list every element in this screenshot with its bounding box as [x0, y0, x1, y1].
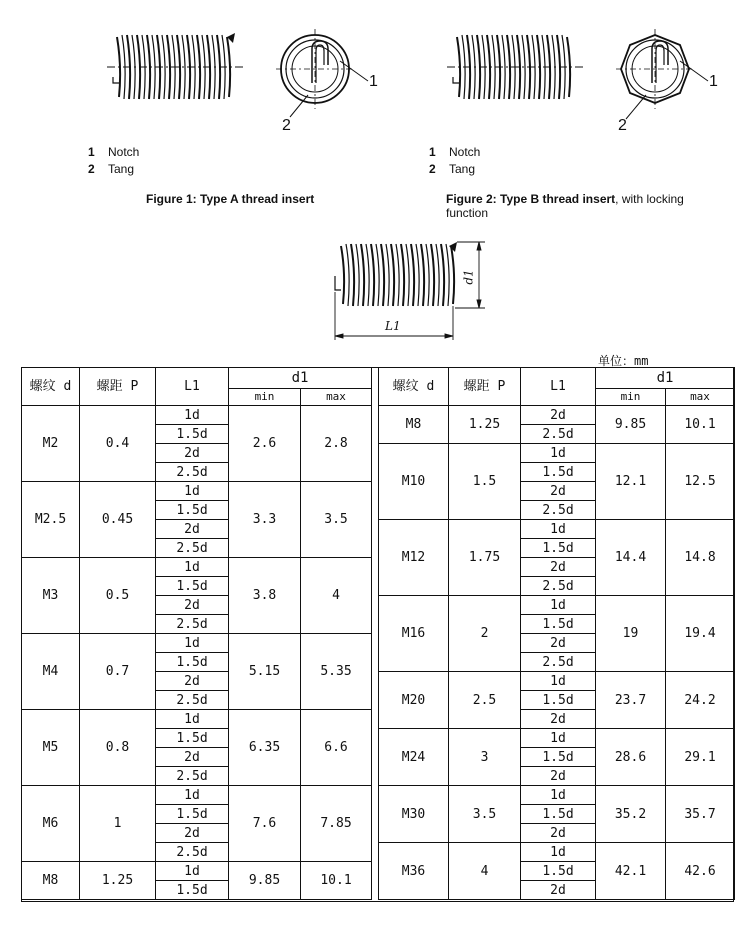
header-max: max: [666, 389, 735, 406]
table-row: [379, 596, 735, 615]
d1-max-cell: 5.35: [301, 634, 372, 710]
type-a-coil-drawing: [105, 25, 245, 110]
callout-1: 1: [369, 73, 378, 90]
header-min: min: [596, 389, 666, 406]
length-cell: 1.5d: [521, 691, 596, 710]
d1-max-cell: 19.4: [666, 596, 735, 672]
figure-2-caption: Figure 2: Type B thread insert, with locking function: [446, 192, 684, 220]
table-row: [379, 786, 735, 805]
d1-min-cell: 23.7: [596, 672, 666, 729]
d1-max-cell: 3.5: [301, 482, 372, 558]
table-row: [22, 786, 372, 805]
thread-size-cell: M36: [379, 843, 449, 900]
length-cell: 2.5d: [156, 843, 229, 862]
length-cell: 2.5d: [521, 501, 596, 520]
pitch-cell: 0.4: [80, 406, 156, 482]
length-cell: 1d: [156, 558, 229, 577]
table-row: [22, 862, 372, 881]
spec-table-right: [378, 367, 735, 900]
callout-2: 2: [282, 117, 291, 134]
pitch-cell: 2: [449, 596, 521, 672]
pitch-cell: 3.5: [449, 786, 521, 843]
header-thread: 螺纹 d: [379, 368, 449, 406]
length-cell: 2.5d: [521, 653, 596, 672]
thread-size-cell: M4: [22, 634, 80, 710]
spec-table-left: [21, 367, 372, 900]
pitch-cell: 1.25: [449, 406, 521, 444]
d1-max-cell: 42.6: [666, 843, 735, 900]
table-row: [379, 520, 735, 539]
d1-max-cell: 35.7: [666, 786, 735, 843]
callout-2-b: 2: [618, 117, 627, 134]
thread-size-cell: M3: [22, 558, 80, 634]
header-pitch: 螺距 P: [80, 368, 156, 406]
length-cell: 2.5d: [521, 577, 596, 596]
length-cell: 2d: [156, 596, 229, 615]
d1-min-cell: 35.2: [596, 786, 666, 843]
d1-max-cell: 14.8: [666, 520, 735, 596]
d1-min-cell: 3.8: [229, 558, 301, 634]
thread-size-cell: M10: [379, 444, 449, 520]
length-cell: 2.5d: [521, 425, 596, 444]
pitch-cell: 0.7: [80, 634, 156, 710]
length-cell: 2d: [521, 634, 596, 653]
table-row: [22, 634, 372, 653]
length-cell: 1d: [156, 786, 229, 805]
header-l1: L1: [156, 368, 229, 406]
d1-min-cell: 5.15: [229, 634, 301, 710]
pitch-cell: 2.5: [449, 672, 521, 729]
d1-max-cell: 4: [301, 558, 372, 634]
length-cell: 1.5d: [156, 577, 229, 596]
pitch-cell: 1.75: [449, 520, 521, 596]
d1-min-cell: 7.6: [229, 786, 301, 862]
pitch-cell: 3: [449, 729, 521, 786]
thread-size-cell: M20: [379, 672, 449, 729]
thread-size-cell: M12: [379, 520, 449, 596]
d1-min-cell: 6.35: [229, 710, 301, 786]
length-cell: 1.5d: [156, 501, 229, 520]
callout-1-b: 1: [709, 73, 718, 90]
figure-1-caption: Figure 1: Type A thread insert: [146, 192, 315, 206]
pitch-cell: 4: [449, 843, 521, 900]
d1-min-cell: 9.85: [229, 862, 301, 900]
length-cell: 2d: [521, 710, 596, 729]
header-max: max: [301, 389, 372, 406]
table-row: [379, 672, 735, 691]
length-cell: 2d: [521, 482, 596, 501]
length-cell: 1.5d: [521, 539, 596, 558]
length-cell: 1d: [521, 520, 596, 539]
d1-min-cell: 14.4: [596, 520, 666, 596]
dim-l1-label: L1: [385, 319, 401, 333]
length-cell: 2d: [521, 767, 596, 786]
table-row: [379, 406, 735, 425]
legend-type-b: 1 Notch 2 Tang: [429, 145, 481, 176]
pitch-cell: 0.45: [80, 482, 156, 558]
length-cell: 2.5d: [156, 463, 229, 482]
header-l1: L1: [521, 368, 596, 406]
thread-size-cell: M16: [379, 596, 449, 672]
length-cell: 2d: [521, 406, 596, 425]
length-cell: 2d: [156, 520, 229, 539]
length-cell: 1.5d: [156, 653, 229, 672]
length-cell: 1.5d: [521, 463, 596, 482]
length-cell: 1d: [156, 406, 229, 425]
pitch-cell: 0.5: [80, 558, 156, 634]
dim-d1-label: d1: [461, 269, 476, 285]
d1-max-cell: 12.5: [666, 444, 735, 520]
d1-max-cell: 2.8: [301, 406, 372, 482]
d1-max-cell: 6.6: [301, 710, 372, 786]
table-row: [22, 710, 372, 729]
length-cell: 1d: [521, 843, 596, 862]
length-cell: 2d: [156, 444, 229, 463]
d1-max-cell: 10.1: [666, 406, 735, 444]
thread-size-cell: M6: [22, 786, 80, 862]
thread-size-cell: M5: [22, 710, 80, 786]
d1-max-cell: 24.2: [666, 672, 735, 729]
d1-min-cell: 28.6: [596, 729, 666, 786]
pitch-cell: 1.25: [80, 862, 156, 900]
table-row: [22, 482, 372, 501]
header-d1: d1: [229, 368, 372, 389]
thread-size-cell: M8: [379, 406, 449, 444]
table-row: [22, 406, 372, 425]
length-cell: 2d: [521, 558, 596, 577]
d1-min-cell: 2.6: [229, 406, 301, 482]
table-row: [379, 729, 735, 748]
unit-label: 单位：mm: [598, 354, 649, 368]
length-cell: 1.5d: [521, 805, 596, 824]
table-row: [379, 843, 735, 862]
d1-max-cell: 7.85: [301, 786, 372, 862]
table-row: [22, 558, 372, 577]
legend-type-a: 1 Notch 2 Tang: [88, 145, 140, 176]
length-cell: 1.5d: [521, 748, 596, 767]
length-cell: 1d: [521, 672, 596, 691]
thread-size-cell: M2: [22, 406, 80, 482]
length-cell: 2d: [156, 672, 229, 691]
length-cell: 1d: [521, 444, 596, 463]
header-min: min: [229, 389, 301, 406]
length-cell: 1d: [156, 862, 229, 881]
thread-size-cell: M2.5: [22, 482, 80, 558]
d1-max-cell: 10.1: [301, 862, 372, 900]
length-cell: 1.5d: [156, 881, 229, 900]
pitch-cell: 0.8: [80, 710, 156, 786]
length-cell: 2.5d: [156, 539, 229, 558]
length-cell: 1d: [521, 729, 596, 748]
d1-min-cell: 9.85: [596, 406, 666, 444]
length-cell: 1d: [521, 786, 596, 805]
thread-size-cell: M24: [379, 729, 449, 786]
header-pitch: 螺距 P: [449, 368, 521, 406]
length-cell: 1d: [521, 596, 596, 615]
table-row: [379, 444, 735, 463]
d1-min-cell: 42.1: [596, 843, 666, 900]
length-cell: 1d: [156, 710, 229, 729]
d1-min-cell: 3.3: [229, 482, 301, 558]
pitch-cell: 1.5: [449, 444, 521, 520]
length-cell: 1.5d: [156, 805, 229, 824]
length-cell: 1.5d: [521, 862, 596, 881]
length-cell: 2d: [156, 748, 229, 767]
thread-size-cell: M30: [379, 786, 449, 843]
length-cell: 1.5d: [521, 615, 596, 634]
length-cell: 2.5d: [156, 767, 229, 786]
length-cell: 1d: [156, 482, 229, 501]
header-d1: d1: [596, 368, 735, 389]
length-cell: 1d: [156, 634, 229, 653]
length-cell: 2d: [521, 824, 596, 843]
pitch-cell: 1: [80, 786, 156, 862]
length-cell: 1.5d: [156, 729, 229, 748]
dimension-drawing: [325, 232, 495, 342]
d1-min-cell: 12.1: [596, 444, 666, 520]
d1-min-cell: 19: [596, 596, 666, 672]
d1-max-cell: 29.1: [666, 729, 735, 786]
length-cell: 2.5d: [156, 691, 229, 710]
length-cell: 2d: [521, 881, 596, 900]
length-cell: 2.5d: [156, 615, 229, 634]
header-thread: 螺纹 d: [22, 368, 80, 406]
length-cell: 1.5d: [156, 425, 229, 444]
thread-size-cell: M8: [22, 862, 80, 900]
type-b-coil-drawing: [445, 25, 585, 110]
length-cell: 2d: [156, 824, 229, 843]
